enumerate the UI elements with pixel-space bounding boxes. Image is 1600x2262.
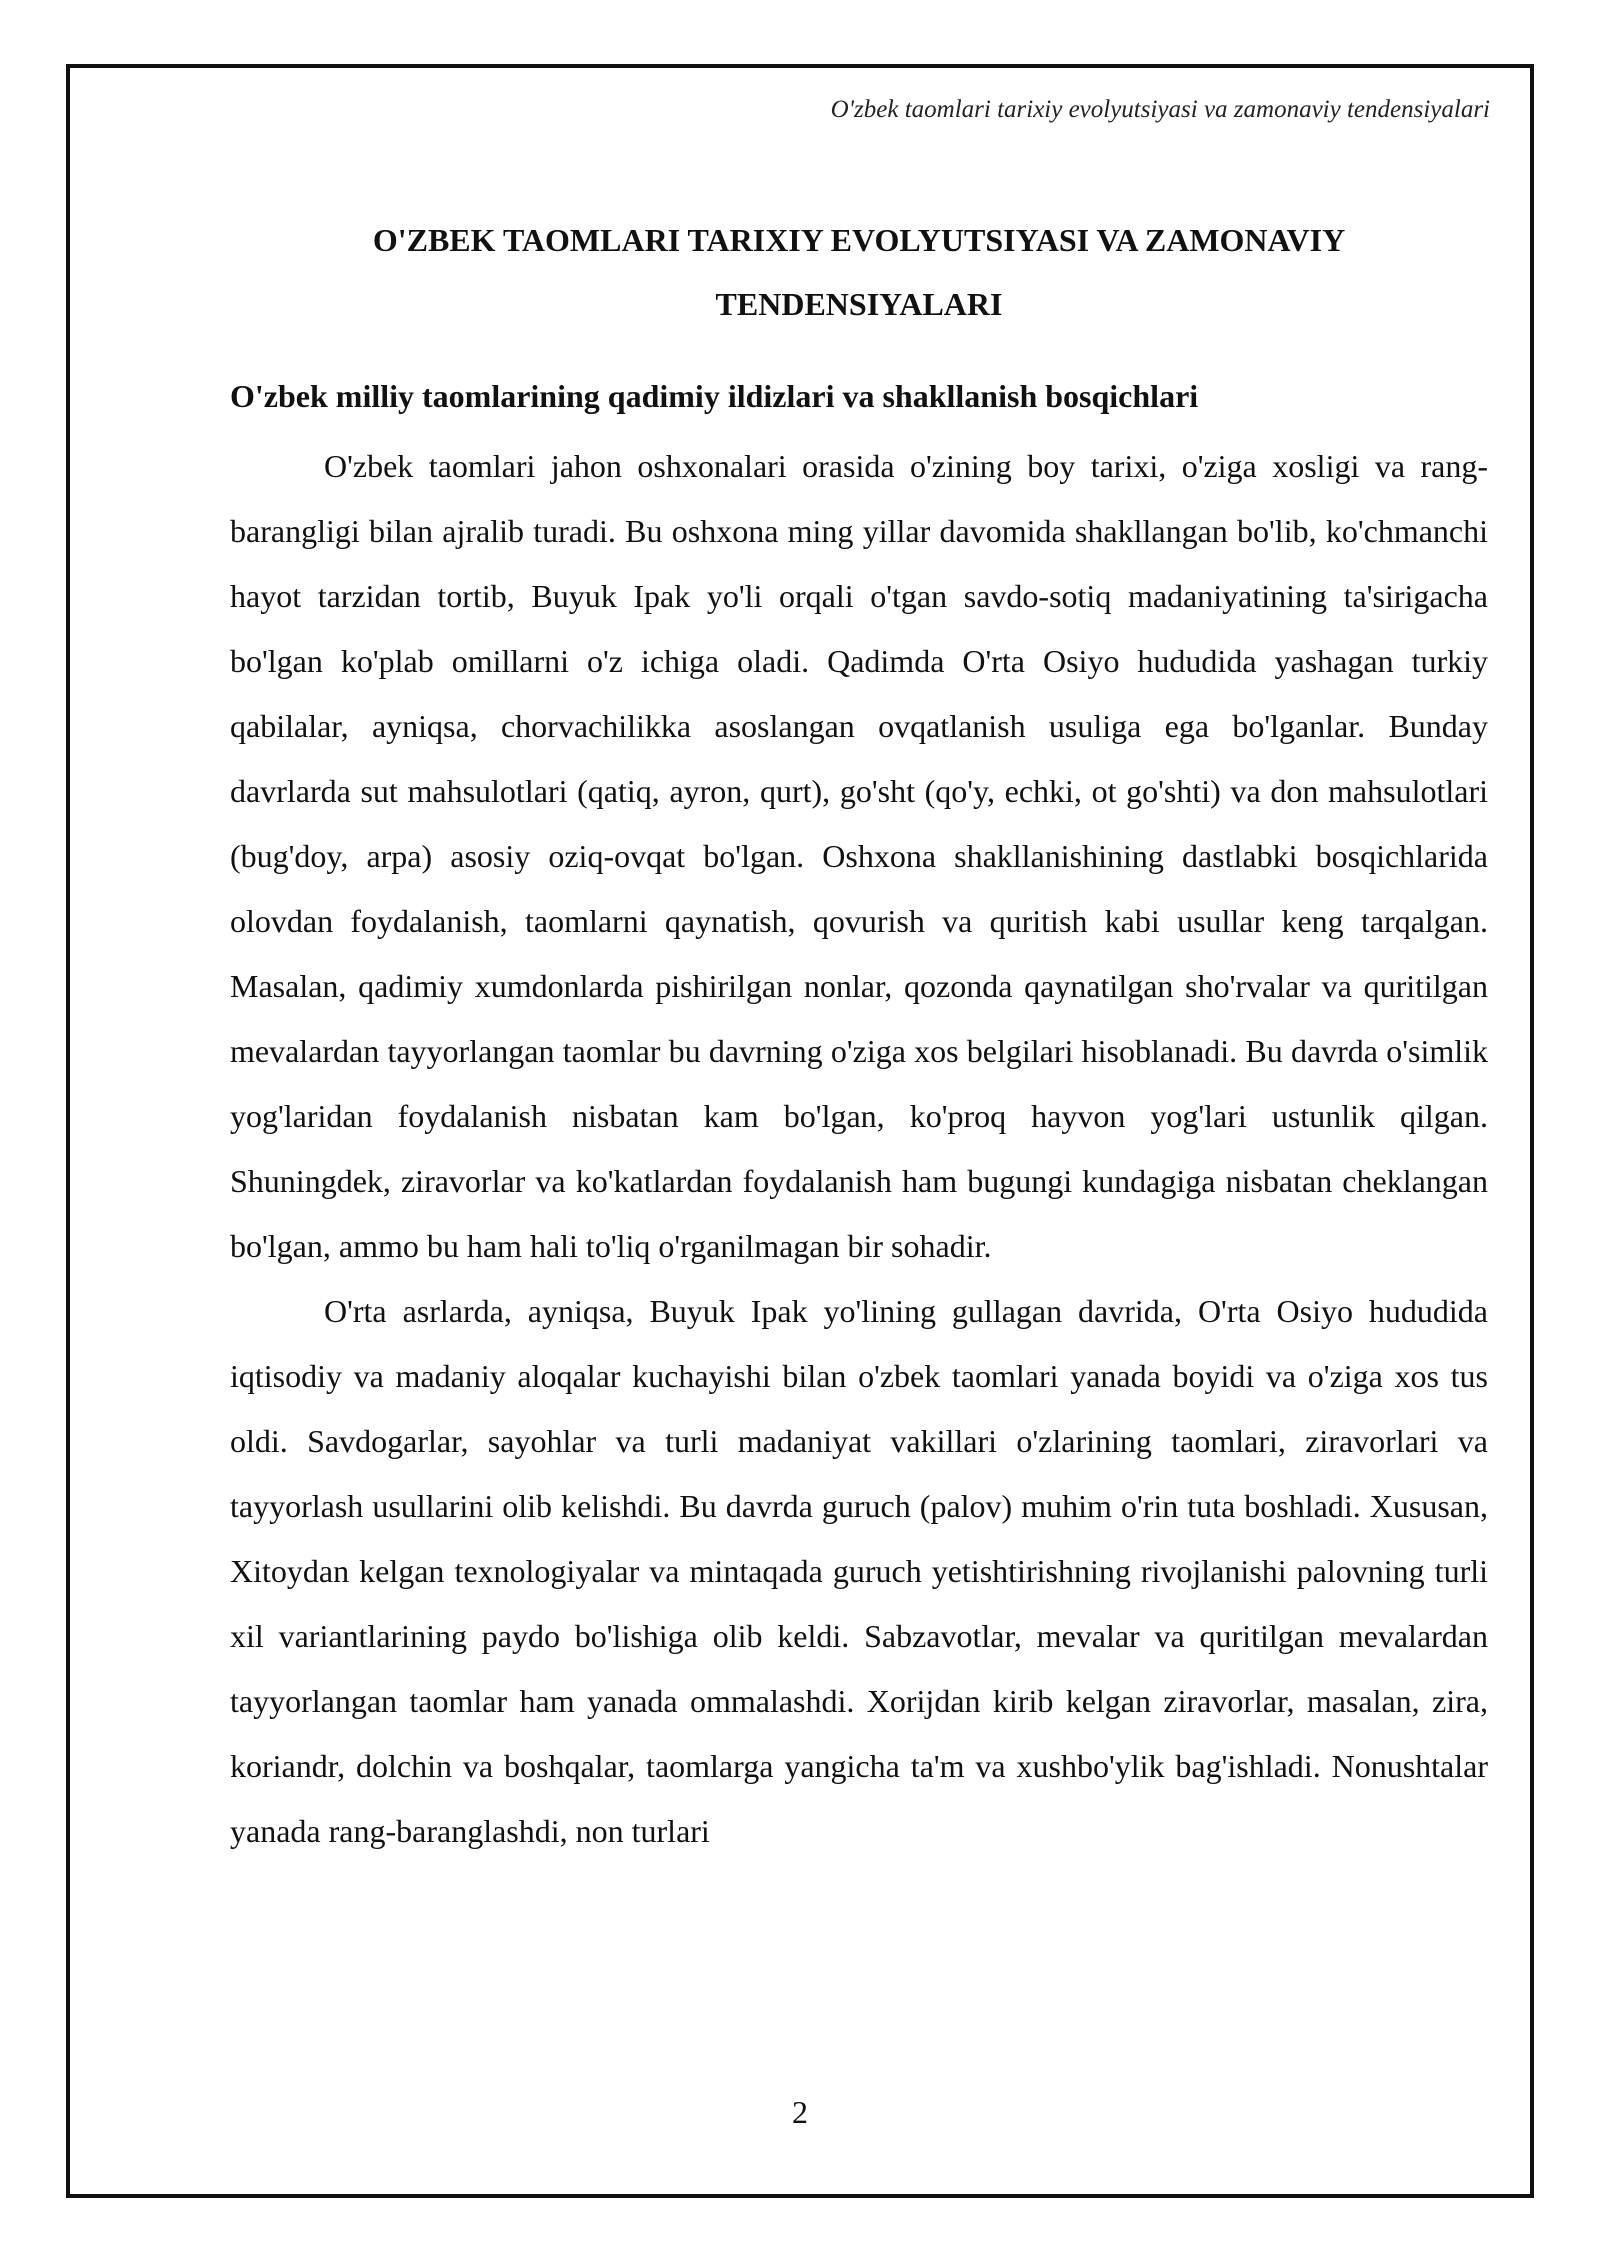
page-number: 2	[792, 2094, 808, 2130]
document-title: O'ZBEK TAOMLARI TARIXIY EVOLYUTSIYASI VA ZAMONAVIY TENDENSIYALARI	[372, 222, 1346, 322]
section-heading: O'zbek milliy taomlarining qadimiy ildizlari va shakllanish bosqichlari	[230, 378, 1199, 414]
paragraph: O'rta asrlarda, ayniqsa, Buyuk Ipak yo'lining gullagan davrida, O'rta Osiyo hududida iqtisodiy va madaniy aloqalar kuchayishi bilan o'zbek taomlari yanada boyidi va o'ziga xos tus oldi. Savdogarlar, sayohlar va turli madaniyat vakillari o'zlarining taomlari, ziravorlari va tayyorlash usullarini olib kelishdi. Bu davrda guruch (palov) muhim o'rin tuta boshladi. Xususan, Xitoydan kelgan texnologiyalar va mintaqada guruch yetishtirishning rivojlanishi palovning turli xil variantlarining paydo bo'lishiga olib keldi. Sabzavotlar, mevalar va quritilgan mevalardan tayyorlangan taomlar ham yanada ommalashdi. Xorijdan kirib kelgan ziravorlar, masalan, zira, koriandr, dolchin va boshqalar, taomlarga yangicha ta'm va xushbo'ylik bag'ishladi. Nonushtalar yanada rang-baranglashdi, non turlari	[230, 1293, 1488, 1849]
document-body	[230, 208, 1488, 1864]
paragraph: O'zbek taomlari jahon oshxonalari orasida o'zining boy tarixi, o'ziga xosligi va rang-barangligi bilan ajralib turadi. Bu oshxona ming yillar davomida shakllangan bo'lib, ko'chmanchi hayot tarzidan tortib, Buyuk Ipak yo'li orqali o'tgan savdo-sotiq madaniyatining ta'sirigacha bo'lgan ko'plab omillarni o'z ichiga oladi. Qadimda O'rta Osiyo hududida yashagan turkiy qabilalar, ayniqsa, chorvachilikka asoslangan ovqatlanish usuliga ega bo'lganlar. Bunday davrlarda sut mahsulotlari (qatiq, ayron, qurt), go'sht (qo'y, echki, ot go'shti) va don mahsulotlari (bug'doy, arpa) asosiy oziq-ovqat bo'lgan. Oshxona shakllanishining dastlabki bosqichlarida olovdan foydalanish, taomlarni qaynatish, qovurish va quritish kabi usullar keng tarqalgan. Masalan, qadimiy xumdonlarda pishirilgan nonlar, qozonda qaynatilgan sho'rvalar va quritilgan mevalardan tayyorlangan taomlar bu davrning o'ziga xos belgilari hisoblanadi. Bu davrda o'simlik yog'laridan foydalanish nisbatan kam bo'lgan, ko'proq hayvon yog'lari ustunlik qilgan. Shuningdek, ziravorlar va ko'katlardan foydalanish ham bugungi kundagiga nisbatan cheklangan bo'lgan, ammo bu ham hali to'liq o'rganilmagan bir sohadir.	[230, 448, 1488, 1264]
running-header: O'zbek taomlari tarixiy evolyutsiyasi va zamonaviy tendensiyalari	[830, 96, 1490, 123]
